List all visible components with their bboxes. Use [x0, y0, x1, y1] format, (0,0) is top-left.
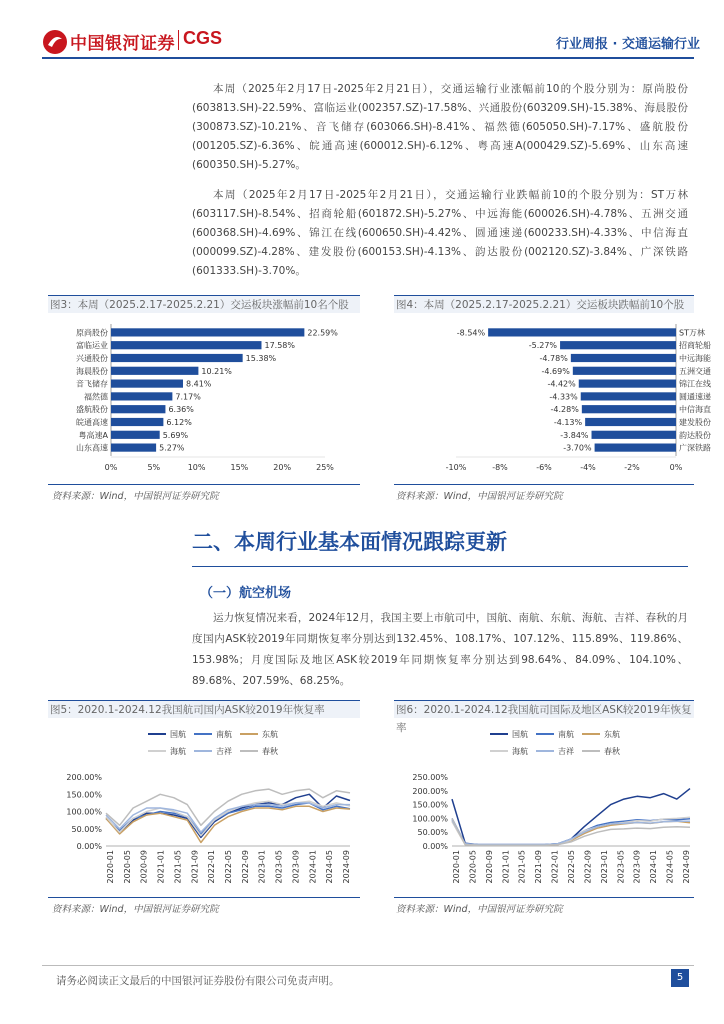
data-label: -4.78% [539, 354, 568, 363]
category-label: 中信海直 [679, 405, 711, 415]
data-label: -5.27% [528, 341, 558, 351]
data-label: 6.12% [166, 418, 192, 427]
x-tick-label: -6% [536, 463, 552, 472]
data-label: 22.59% [307, 328, 338, 338]
x-tick-label: 15% [230, 463, 249, 472]
x-tick-label: 10% [187, 463, 206, 472]
data-label: -4.33% [549, 392, 578, 402]
x-tick-label: 2022-01 [207, 850, 217, 884]
x-tick-label: 2021-09 [534, 850, 544, 884]
section-divider [192, 566, 688, 567]
x-tick-label: 2021-09 [190, 850, 200, 884]
data-label: 6.36% [168, 405, 194, 415]
category-label: 福然德 [84, 392, 108, 402]
y-tick-label: 150.00% [66, 790, 102, 800]
x-tick-label: -10% [445, 463, 467, 472]
report-type: 行业周报 · 交通运输行业 [556, 37, 700, 52]
figure-4-source: 资料来源：Wind，中国银河证券研究院 [396, 491, 563, 502]
subsection-title: （一）航空机场 [200, 586, 292, 601]
logo-english-name: CGS [183, 28, 223, 48]
y-tick-label: 0.00% [76, 842, 102, 851]
figure-3-source-divider [48, 484, 360, 485]
category-label: 中远海能 [679, 354, 711, 363]
logo-chinese-name: 中国银河证券 [70, 34, 175, 54]
data-label: -3.84% [560, 430, 589, 440]
bar [592, 431, 676, 439]
legend-label: 国航 [170, 730, 186, 739]
data-label: 10.21% [201, 366, 232, 376]
data-label: 5.69% [162, 430, 189, 440]
category-label: 盛航股份 [76, 405, 108, 415]
category-label: 粤高速A [78, 430, 108, 440]
y-tick-label: 100.00% [66, 807, 102, 817]
figure-6-source: 资料来源：Wind，中国银河证券研究院 [396, 904, 563, 915]
x-tick-label: 25% [316, 463, 334, 472]
figure-3-title: 图3：本周（2025.2.17-2025.2.21）交运板块涨幅前10名个股 [48, 295, 360, 313]
bar [488, 328, 676, 336]
category-label: 海晨股份 [76, 366, 108, 376]
category-label: 韵达股份 [679, 430, 711, 440]
x-tick-label: 0% [104, 463, 118, 472]
legend-label: 吉祥 [558, 747, 574, 756]
category-label: 五洲交通 [679, 366, 711, 376]
x-tick-label: 2023-09 [632, 850, 642, 884]
figure-3-chart [48, 320, 360, 480]
figure-5-source-divider [48, 897, 360, 898]
figure-4-chart [394, 320, 711, 480]
bar [111, 367, 198, 375]
bar [581, 392, 676, 400]
category-label: 原尚股份 [76, 328, 108, 338]
x-tick-label: 2023-09 [291, 850, 301, 884]
x-tick-label: 2020-05 [122, 850, 132, 884]
legend-label: 海航 [170, 747, 186, 756]
x-tick-label: 20% [273, 463, 292, 472]
x-tick-label: 2021-05 [173, 850, 183, 884]
category-label: 音飞储存 [76, 379, 108, 389]
series-line [452, 789, 690, 845]
x-tick-label: 5% [147, 463, 161, 472]
x-tick-label: 2024-01 [649, 850, 659, 884]
legend-label: 东航 [604, 730, 620, 739]
category-label: 建发股份 [679, 418, 711, 427]
data-label: -4.42% [547, 379, 576, 389]
bar [111, 444, 156, 452]
figure-5-title: 图5：2020.1-2024.12我国航司国内ASK较2019年恢复率 [48, 700, 360, 718]
data-label: -8.54% [456, 328, 486, 338]
x-tick-label: 2024-01 [308, 850, 318, 884]
data-label: 17.58% [264, 341, 296, 351]
x-tick-label: 2021-01 [501, 850, 511, 884]
y-tick-label: 250.00% [412, 773, 448, 782]
x-tick-label: 2020-09 [484, 850, 494, 884]
bar [111, 431, 160, 439]
legend-label: 春秋 [262, 747, 278, 756]
figure-3-source: 资料来源：Wind，中国银河证券研究院 [52, 491, 219, 502]
logo-divider [178, 30, 179, 50]
x-tick-label: 2022-05 [567, 850, 576, 884]
paragraph-top-losers: 本周（2025年2月17日-2025年2月21日），交通运输行业跌幅前10的个股分别为：ST万林(603117.SH)-8.54%、招商轮船(601872.SH)-5.27%、中远海能(600026.SH)-4.78%、五洲交通(600368.SH)-4.69%、锦江在线(600650.SH)-4.42%、圆通速递(600233.SH)-4.33%、中信海直(000099.SZ)-4.28%、建发股份(600153.SH)-4.13%、韵达股份(002120.SZ)-3.84%、广深铁路(601333.SH)-3.70%。 [192, 189, 688, 277]
legend-label: 海航 [512, 747, 528, 756]
x-tick-label: 2020-09 [139, 850, 149, 884]
category-label: 兴通股份 [76, 354, 108, 363]
x-tick-label: 2020-01 [452, 850, 461, 884]
legend-label: 南航 [216, 730, 232, 739]
x-tick-label: -4% [580, 463, 596, 472]
figure-4-source-divider [394, 484, 694, 485]
paragraph-top-gainers: 本周（2025年2月17日-2025年2月21日），交通运输行业涨幅前10的个股分别为：原尚股份(603813.SH)-22.59%、富临运业(002357.SZ)-17.58%、兴通股份(603209.SH)-15.38%、海晨股份(300873.SZ)-10.21%、音飞储存(603066.SH)-8.41%、福然德(605050.SH)-7.17%、盛航股份(001205.SZ)-6.36%、皖通高速(600012.SH)-6.12%、粤高速A(000429.SZ)-5.69%、山东高速(600350.SH)-5.27%。 [192, 83, 688, 171]
category-label: 锦江在线 [679, 379, 711, 389]
y-tick-label: 50.00% [417, 828, 448, 838]
y-tick-label: 100.00% [412, 814, 448, 824]
paragraph-ask-recovery: 运力恢复情况来看，2024年12月，我国主要上市航司中，国航、南航、东航、海航、吉祥、春秋的月度国内ASK较2019年同期恢复率分别达到132.45%、108.17%、107.12%、115.89%、119.86%、153.98%；月度国际及地区ASK较2019年同期恢复率分别达到98.64%、84.09%、104.10%、89.68%、207.59%、68.25%。 [192, 612, 688, 687]
figure-5-chart [48, 722, 360, 894]
x-tick-label: 2024-09 [682, 850, 691, 884]
category-label: 广深铁路 [679, 443, 711, 453]
x-tick-label: 2020-05 [468, 850, 478, 884]
category-label: 富临运业 [76, 341, 108, 351]
legend-label: 东航 [262, 730, 278, 739]
bar [111, 354, 243, 362]
bar [111, 328, 304, 336]
cgs-logo-icon [42, 29, 68, 55]
legend-label: 国航 [512, 730, 528, 739]
disclaimer[interactable]: 请务必阅读正文最后的中国银河证券股份有限公司免责声明。 [56, 975, 340, 987]
figure-6-title: 图6：2020.1-2024.12我国航司国际及地区ASK较2019年恢复率 [394, 700, 694, 718]
bar [585, 418, 676, 426]
bar [111, 380, 183, 388]
data-label: 7.17% [175, 392, 201, 402]
y-tick-label: 200.00% [66, 773, 102, 782]
x-tick-label: 2024-05 [325, 850, 335, 884]
category-label: ST万林 [679, 328, 705, 338]
x-tick-label: 2023-01 [257, 850, 267, 884]
data-label: -3.70% [563, 443, 592, 453]
bar [573, 367, 676, 375]
x-tick-label: 2021-01 [156, 850, 166, 884]
page-number: 5 [671, 969, 689, 987]
y-tick-label: 150.00% [412, 800, 448, 810]
y-tick-label: 0.00% [422, 842, 448, 851]
data-label: 5.27% [159, 443, 185, 453]
x-tick-label: 2022-09 [583, 850, 593, 884]
series-line [106, 801, 350, 836]
bar [111, 418, 163, 426]
bar [595, 444, 676, 452]
bar [111, 341, 261, 349]
x-tick-label: 0% [669, 463, 683, 472]
x-tick-label: -2% [624, 463, 640, 472]
x-tick-label: 2021-05 [517, 850, 527, 884]
figure-5-source: 资料来源：Wind，中国银河证券研究院 [52, 904, 219, 915]
footer-divider [42, 965, 694, 966]
y-tick-label: 200.00% [412, 786, 448, 796]
legend-label: 春秋 [604, 747, 620, 756]
x-tick-label: -8% [492, 463, 508, 472]
x-tick-label: 2024-05 [665, 850, 675, 884]
category-label: 皖通高速 [76, 418, 108, 427]
x-tick-label: 2022-05 [224, 850, 233, 884]
figure-6-chart [394, 722, 694, 894]
legend-label: 吉祥 [216, 747, 232, 756]
x-tick-label: 2022-09 [240, 850, 250, 884]
category-label: 山东高速 [76, 443, 108, 453]
figure-6-source-divider [394, 897, 694, 898]
x-tick-label: 2023-05 [274, 850, 284, 884]
legend-label: 南航 [558, 730, 574, 739]
data-label: -4.28% [550, 405, 579, 415]
x-tick-label: 2020-01 [106, 850, 115, 884]
data-label: -4.69% [541, 366, 570, 376]
header-divider [42, 57, 694, 59]
x-tick-label: 2023-01 [599, 850, 609, 884]
x-tick-label: 2023-05 [616, 850, 626, 884]
data-label: 15.38% [245, 354, 277, 363]
bar [579, 380, 676, 388]
x-tick-label: 2024-09 [342, 850, 351, 884]
category-label: 圆通速递 [679, 392, 711, 402]
section-title: 二、本周行业基本面情况跟踪更新 [192, 530, 507, 554]
bar [111, 392, 172, 400]
data-label: 8.41% [185, 379, 212, 389]
category-label: 招商轮船 [679, 341, 711, 351]
figure-4-title: 图4：本周（2025.2.17-2025.2.21）交运板块跌幅前10个股 [394, 295, 694, 313]
bar [571, 354, 676, 362]
y-tick-label: 50.00% [71, 824, 102, 834]
bar [582, 405, 676, 413]
x-tick-label: 2022-01 [550, 850, 560, 884]
bar [111, 405, 165, 413]
page-header [0, 0, 724, 62]
data-label: -4.13% [553, 418, 583, 427]
bar [560, 341, 676, 349]
